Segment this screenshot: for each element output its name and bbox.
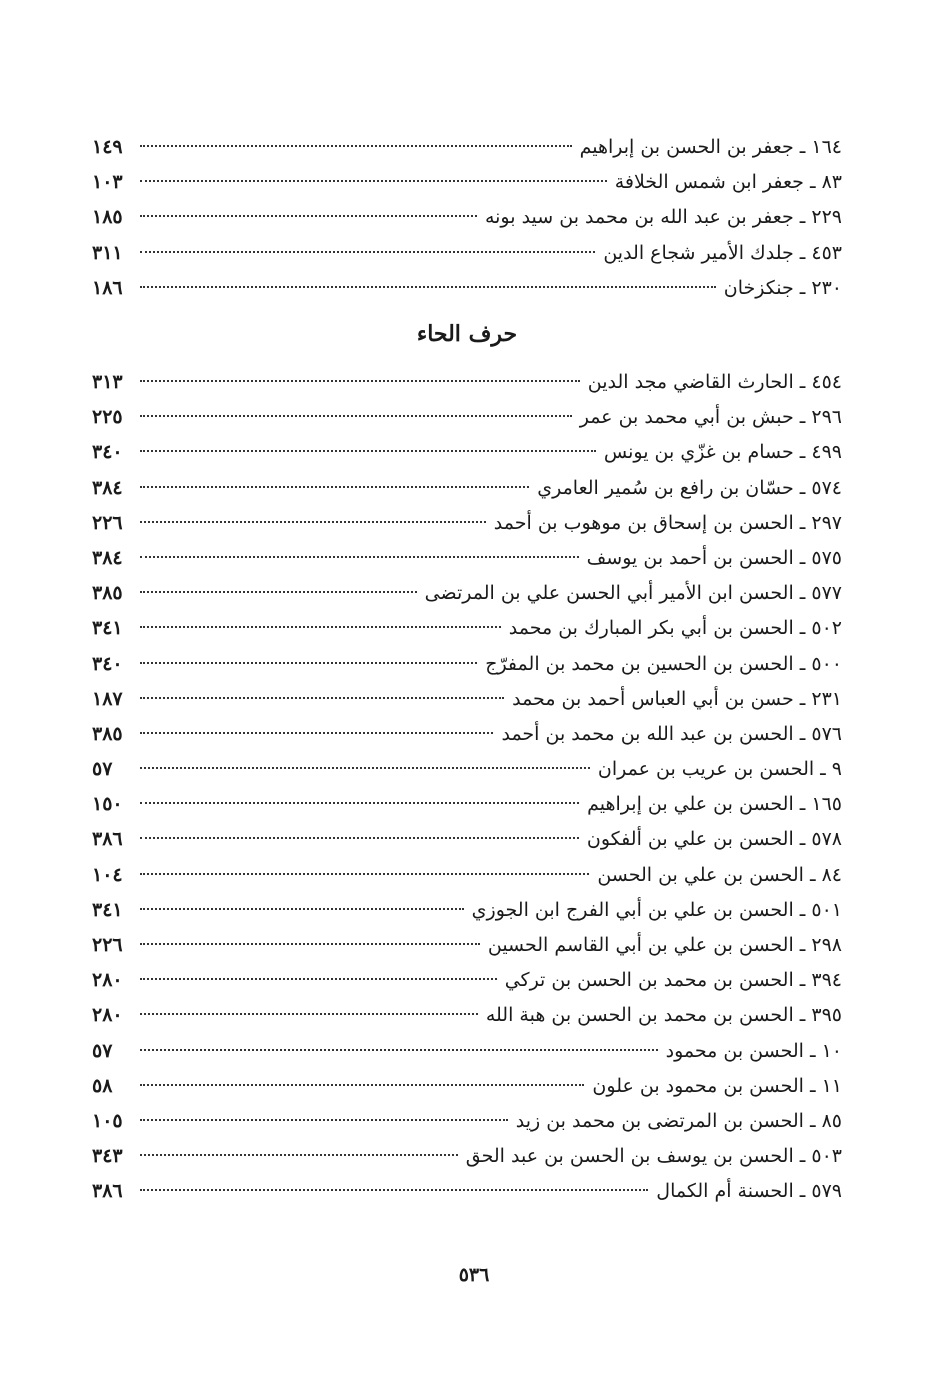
entry-name: ٢٣١ ـ حسن بن أبي العباس أحمد بن محمد (512, 687, 842, 710)
entry-name: ٢٩٧ ـ الحسن بن إسحاق بن موهوب بن أحمد (493, 511, 842, 534)
entry-page-number: ٢٢٦ (92, 934, 123, 956)
entry-name: ٤٥٣ ـ جلدك الأمير شجاع الدين (603, 241, 842, 264)
index-entry (92, 647, 842, 682)
entry-page-number: ٣٤١ (92, 898, 123, 921)
dot-leader (140, 556, 579, 558)
dot-leader (140, 1049, 658, 1051)
index-entry (92, 506, 842, 541)
index-entry (92, 576, 842, 611)
index-entry (92, 611, 842, 646)
entry-name: ٩ ـ الحسن بن عريب بن عمران (597, 758, 842, 781)
dot-leader (140, 697, 504, 699)
entry-page-number: ٢٨٠ (92, 1004, 123, 1027)
dot-leader (140, 943, 480, 945)
entry-name: ٥٠٢ ـ الحسن بن أبي بكر المبارك بن محمد (508, 617, 842, 640)
index-entry (92, 365, 842, 400)
entry-page-number: ١٠٥ (92, 1109, 123, 1132)
dot-leader (140, 732, 493, 734)
index-entry (92, 200, 842, 235)
entry-page-number: ٢٢٦ (92, 511, 123, 534)
dot-leader (140, 837, 579, 839)
entry-page-number: ٣٨٥ (92, 722, 123, 745)
entry-page-number: ٣٨٦ (92, 828, 123, 851)
index-entry (92, 998, 842, 1033)
entry-name: ٢٢٩ ـ جعفر بن عبد الله بن محمد بن سيد بونه (484, 206, 842, 229)
dot-leader (140, 415, 572, 417)
page-number: ٥٣٦ (458, 1264, 490, 1286)
entry-page-number: ٣٤٠ (92, 441, 123, 464)
entry-page-number: ٥٧ (92, 758, 113, 781)
entry-name: ٥٧٥ ـ الحسن بن أحمد بن يوسف (586, 546, 842, 569)
dot-leader (140, 767, 590, 769)
entry-page-number: ٣٨٥ (92, 582, 123, 605)
index-entry (92, 236, 842, 271)
entry-page-number: ٣٨٦ (92, 1180, 123, 1203)
entry-name: ١١ ـ الحسن بن محمود بن علون (592, 1074, 842, 1097)
dot-leader (140, 873, 589, 875)
dot-leader (140, 251, 595, 253)
index-entry (92, 752, 842, 787)
entry-page-number: ١٠٣ (92, 171, 123, 194)
entry-page-number: ٣٨٤ (92, 476, 123, 499)
entry-name: ١٦٤ ـ جعفر بن الحسن بن إبراهيم (579, 136, 842, 158)
entry-page-number: ٥٧ (92, 1039, 113, 1062)
dot-leader (140, 450, 596, 452)
section-heading: حرف الحاء (416, 321, 518, 347)
entry-name: ٨٥ ـ الحسن بن المرتضى بن محمد بن زيد (515, 1109, 842, 1132)
dot-leader (140, 626, 501, 628)
dot-leader (140, 380, 580, 382)
entry-page-number: ٢٨٠ (92, 969, 123, 992)
entry-page-number: ٢٢٥ (92, 406, 123, 429)
dot-leader (140, 802, 579, 804)
entry-page-number: ٣٨٤ (92, 546, 123, 569)
index-entry (92, 787, 842, 822)
index-entry (92, 822, 842, 857)
index-entry (92, 471, 842, 506)
entry-name: ١٠ ـ الحسن بن محمود (665, 1039, 842, 1062)
index-entry (92, 541, 842, 576)
entry-name: ٤٥٤ ـ الحارث القاضي مجد الدين (587, 371, 842, 393)
index-entry (92, 435, 842, 470)
entry-page-number: ٣٤١ (92, 617, 123, 640)
entry-page-number: ٣١١ (92, 241, 123, 264)
entry-name: ٤٩٩ ـ حسام بن غزّي بن يونس (603, 441, 842, 464)
index-entry (92, 717, 842, 752)
entry-name: ٨٤ ـ الحسن بن علي بن الحسن (597, 863, 842, 886)
entry-page-number: ١٨٥ (92, 206, 123, 229)
entry-page-number: ٣١٣ (92, 371, 123, 393)
entry-name: ٥٠٠ ـ الحسن بن الحسين بن محمد بن المفرّج (485, 652, 842, 675)
dot-leader (140, 1189, 648, 1191)
index-entry (92, 130, 842, 165)
entry-name: ٨٣ ـ جعفر ابن شمس الخلافة (614, 171, 842, 194)
dot-leader (140, 908, 464, 910)
dot-leader (140, 215, 477, 217)
index-entry (92, 963, 842, 998)
entry-page-number: ٣٤٠ (92, 652, 123, 675)
entry-name: ٢٩٦ ـ حبش بن أبي محمد بن عمر (579, 406, 842, 429)
entry-page-number: ٣٤٣ (92, 1145, 123, 1168)
index-entry (92, 1174, 842, 1209)
index-entry (92, 400, 842, 435)
entry-page-number: ١٨٦ (92, 276, 123, 299)
entry-name: ٢٩٨ ـ الحسن بن علي بن أبي القاسم الحسين (487, 934, 842, 956)
dot-leader (140, 486, 529, 488)
dot-leader (140, 1013, 478, 1015)
index-entry (92, 1104, 842, 1139)
entry-page-number: ٥٨ (92, 1074, 113, 1097)
dot-leader (140, 521, 486, 523)
index-entry (92, 165, 842, 200)
entry-name: ٢٣٠ ـ جنكزخان (723, 276, 842, 299)
index-entry (92, 1139, 842, 1174)
index-entry (92, 928, 842, 963)
dot-leader (140, 978, 497, 980)
dot-leader (140, 1154, 458, 1156)
entry-name: ٥٠١ ـ الحسن بن علي بن أبي الفرج ابن الجوزي (471, 898, 842, 921)
dot-leader (140, 1084, 584, 1086)
index-entry (92, 893, 842, 928)
dot-leader (140, 1119, 508, 1121)
entry-name: ٥٧٤ ـ حسّان بن رافع بن سُمير العامري (537, 476, 842, 499)
entry-page-number: ١٠٤ (92, 863, 123, 886)
index-entry (92, 1034, 842, 1069)
dot-leader (140, 591, 417, 593)
index-list-jim (92, 130, 842, 306)
entry-name: ٥٧٦ ـ الحسن بن عبد الله بن محمد بن أحمد (501, 722, 842, 745)
dot-leader (140, 286, 716, 288)
entry-name: ٥٧٩ ـ الحسنة أم الكمال (656, 1180, 842, 1203)
entry-name: ٥٧٧ ـ الحسن ابن الأمير أبي الحسن علي بن المرتضى (424, 582, 842, 605)
index-list-ha (92, 365, 842, 1210)
index-entry (92, 271, 842, 306)
entry-name: ٥٠٣ ـ الحسن بن يوسف بن الحسن بن عبد الحق (465, 1145, 842, 1168)
entry-page-number: ١٤٩ (92, 136, 123, 158)
dot-leader (140, 662, 477, 664)
entry-name: ٥٧٨ ـ الحسن بن علي بن ألفكون (586, 828, 842, 851)
entry-page-number: ١٥٠ (92, 793, 123, 816)
index-entry (92, 1069, 842, 1104)
entry-name: ٣٩٥ ـ الحسن بن محمد بن الحسن بن هبة الله (485, 1004, 842, 1027)
dot-leader (140, 145, 572, 147)
dot-leader (140, 180, 607, 182)
index-entry (92, 682, 842, 717)
entry-page-number: ١٨٧ (92, 687, 123, 710)
entry-name: ٣٩٤ ـ الحسن بن محمد بن الحسن بن تركي (504, 969, 842, 992)
index-entry (92, 858, 842, 893)
entry-name: ١٦٥ ـ الحسن بن علي بن إبراهيم (587, 793, 842, 816)
